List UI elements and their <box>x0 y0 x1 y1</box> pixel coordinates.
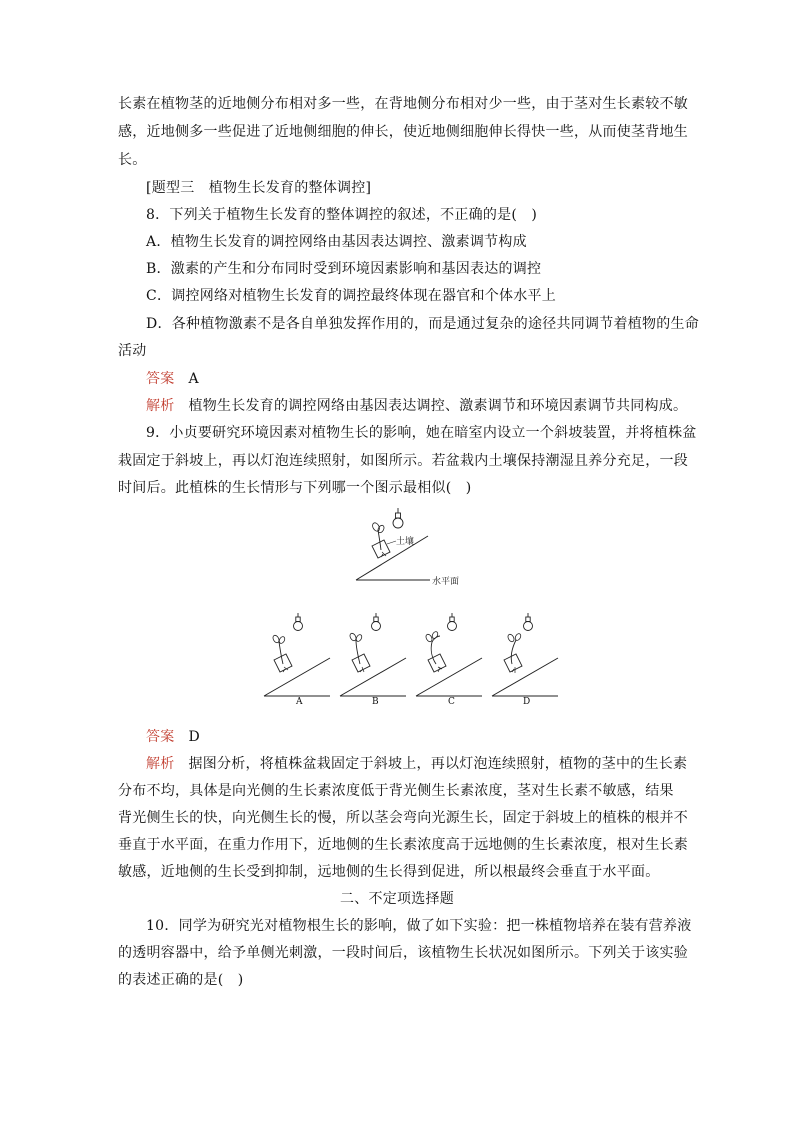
section-title-3: [题型三 植物生长发育的整体调控] <box>146 180 372 196</box>
options-drawing <box>260 612 560 712</box>
analysis-label: 解析 <box>146 398 175 414</box>
section-title-multi: 二、不定项选择题 <box>340 891 454 907</box>
q8-answer <box>146 369 706 389</box>
option-c-label: C <box>448 697 455 707</box>
answer-label: 答案 <box>146 729 175 745</box>
option-b-diagram <box>340 613 406 696</box>
intro-line-1: 长素在植物茎的近地侧分布相对多一些，在背地侧分布相对少一些，由于茎对生长素较不敏 <box>118 96 688 112</box>
q10-stem-line-1: 10．同学为研究光对植物根生长的影响，做了如下实验：把一株植物培养在装有营养液 <box>146 918 692 934</box>
answer-value: D <box>188 729 200 745</box>
intro-line-2: 感，近地侧多一些促进了近地侧细胞的伸长，使近地侧细胞伸长得快一些，从而使茎背地生 <box>118 124 688 140</box>
analysis-label: 解析 <box>146 756 175 772</box>
q8-option-a: A．植物生长发育的调控网络由基因表达调控、激素调节构成 <box>146 234 527 250</box>
potted-plant-icon <box>371 522 390 558</box>
q8-stem: 8．下列关于植物生长发育的整体调控的叙述，不正确的是( ) <box>146 207 538 223</box>
analysis-text: 植物生长发育的调控网络由基因表达调控、激素调节和环境因素调节共同构成。 <box>188 398 688 414</box>
q9-stem-line-2: 栽固定于斜坡上，再以灯泡连续照射，如图所示。若盆栽内土壤保持潮湿且养分充足，一段 <box>118 453 688 469</box>
q9-answer <box>146 727 706 747</box>
answer-value: A <box>188 371 199 387</box>
q10-stem-line-3: 的表述正确的是( ) <box>118 972 244 988</box>
q9-options-figure <box>260 612 560 712</box>
q9-analysis-line-2: 分布不均，具体是向光侧的生长素浓度低于背光侧生长素浓度，茎对生长素不敏感，结果 <box>118 783 674 799</box>
option-d-diagram <box>492 613 558 696</box>
horizontal-plane-label: 水平面 <box>432 577 460 587</box>
option-a-label: A <box>296 697 303 707</box>
intro-line-3: 长。 <box>118 152 147 168</box>
q8-option-c: C．调控网络对植物生长发育的调控最终体现在器官和个体水平上 <box>146 288 556 304</box>
q9-analysis-line-1 <box>146 754 706 774</box>
option-c-diagram <box>416 613 482 696</box>
q8-option-d-line-2: 活动 <box>118 343 147 359</box>
light-bulb-icon <box>393 508 403 528</box>
analysis-text: 据图分析，将植株盆栽固定于斜坡上，再以灯泡连续照射，植物的茎中的生长素 <box>188 756 688 772</box>
q8-analysis <box>146 396 706 416</box>
q8-option-d-line-1: D．各种植物激素不是各自单独发挥作用的，而是通过复杂的途径共同调节着植物的生命 <box>146 316 699 332</box>
option-b-label: B <box>372 697 379 707</box>
q9-analysis-line-5: 敏感，近地侧的生长受到抑制，远地侧的生长得到促进，所以根最终会垂直于水平面。 <box>118 864 660 880</box>
answer-label: 答案 <box>146 371 175 387</box>
q8-option-b: B．激素的产生和分布同时受到环境因素影响和基因表达的调控 <box>146 261 542 277</box>
q9-setup-figure <box>350 508 470 592</box>
option-d-label: D <box>523 697 531 707</box>
q9-stem-line-1: 9．小贞要研究环境因素对植物生长的影响，她在暗室内设立一个斜坡装置，并将植株盆 <box>146 425 697 441</box>
q10-stem-line-2: 的透明容器中，给予单侧光刺激，一段时间后，该植物生长状况如图所示。下列关于该实验 <box>118 945 688 961</box>
soil-label: 土壤 <box>396 537 415 547</box>
q9-analysis-line-4: 垂直于水平面，在重力作用下，近地侧的生长素浓度高于远地侧的生长素浓度，根对生长素 <box>118 837 688 853</box>
option-a-diagram <box>264 613 330 696</box>
q9-analysis-line-3: 背光侧生长的快，向光侧生长的慢，所以茎会弯向光源生长，固定于斜坡上的植株的根并不 <box>118 810 688 826</box>
q9-stem-line-3: 时间后。此植株的生长情形与下列哪一个图示最相似( ) <box>118 480 472 496</box>
